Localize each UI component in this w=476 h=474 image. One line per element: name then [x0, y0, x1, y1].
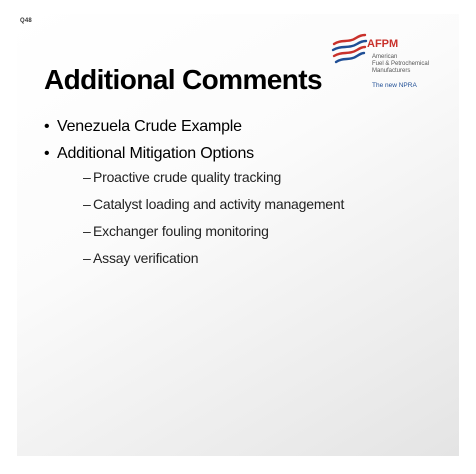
- bullet-text: Additional Mitigation Options: [57, 145, 254, 162]
- sub-bullet-list: [83, 169, 344, 267]
- logo-subtitle-line: Manufacturers: [372, 68, 411, 74]
- slide-corner-tag: Q48: [20, 18, 32, 24]
- bullet-item: [44, 117, 344, 137]
- sub-bullet-text: Catalyst loading and activity management: [93, 196, 345, 212]
- sub-bullet-text: Exchanger fouling monitoring: [93, 223, 269, 239]
- slide: [17, 14, 459, 456]
- logo-name: AFPM: [367, 38, 399, 50]
- logo-subtitle-line: American: [372, 54, 398, 60]
- afpm-logo: [330, 32, 455, 122]
- dash-icon: –: [83, 250, 91, 266]
- dash-icon: –: [83, 196, 91, 212]
- sub-bullet-item: [83, 250, 344, 267]
- sub-bullet-text: Proactive crude quality tracking: [93, 169, 282, 185]
- bullet-list: [44, 117, 344, 277]
- logo-subtitle-line: Fuel & Petrochemical: [372, 61, 430, 67]
- sub-bullet-item: [83, 223, 344, 240]
- bullet-dot-icon: •: [44, 118, 50, 135]
- logo-subtitle: [372, 54, 452, 75]
- bullet-text: Venezuela Crude Example: [57, 118, 242, 135]
- sub-bullet-item: [83, 169, 344, 186]
- sub-bullet-text: Assay verification: [93, 250, 199, 266]
- dash-icon: –: [83, 223, 91, 239]
- flag-stripes-icon: [330, 32, 368, 70]
- logo-tagline: The new NPRA: [372, 82, 417, 89]
- bullet-dot-icon: •: [44, 145, 50, 162]
- sub-bullet-item: [83, 196, 344, 213]
- dash-icon: –: [83, 169, 91, 185]
- slide-title: Additional Comments: [44, 64, 322, 95]
- bullet-item: [44, 144, 344, 267]
